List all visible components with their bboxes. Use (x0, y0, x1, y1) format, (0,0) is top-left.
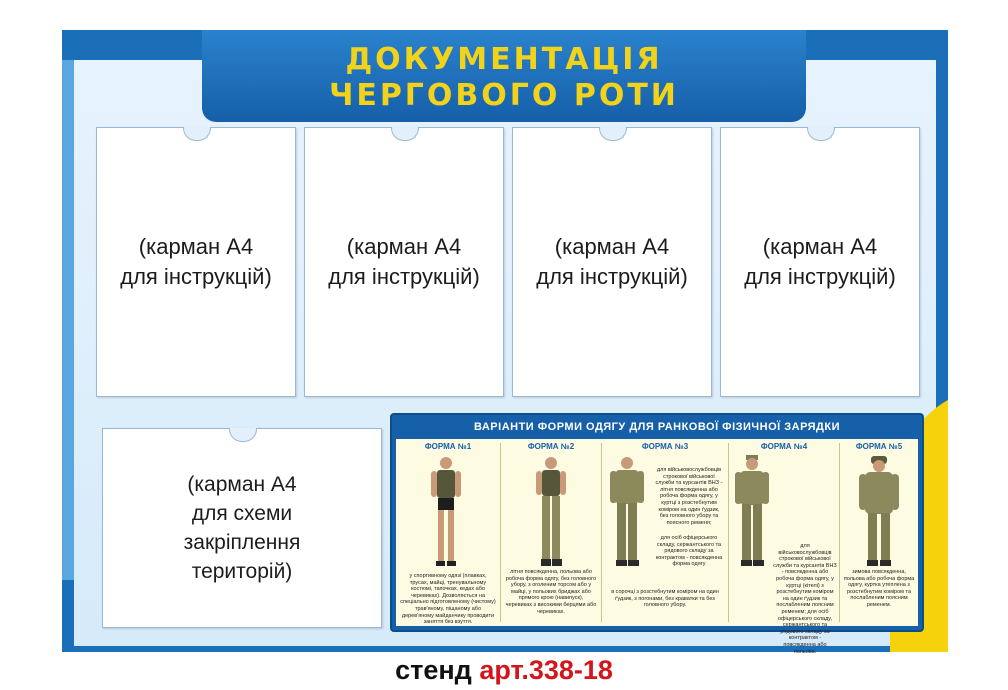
title-line-1: ДОКУМЕНТАЦІЯ (345, 42, 663, 77)
pocket-notch (599, 127, 627, 141)
pocket-notch (807, 127, 835, 141)
caption-article-number: арт.338-18 (479, 655, 613, 685)
form-2-title: ФОРМА №2 (527, 442, 575, 451)
form-column-1 (396, 439, 500, 626)
a4-pocket-territory-scheme (102, 428, 382, 628)
pocket-label-line-1: (карман А4 (762, 234, 878, 259)
a4-pocket-instructions-3 (512, 127, 712, 397)
form-4-description: для військовослужбовців строкової військової служби та курсантів ВНЗ - повсякденна або робоча форма одягу, у куртці (кітелі) з розстебнутим коміром на один ґудзик та послабленим поясним ременем; для осіб офіцерського складу, сержантського та рядового складу за контрактом - повсякденна або польова. (773, 543, 837, 655)
soldier-figure-form-2 (533, 455, 569, 571)
scheme-label-line-3: закріплення (183, 531, 301, 554)
form-column-3 (602, 439, 728, 626)
pocket-label-line-1: (карман А4 (554, 234, 670, 259)
pocket-notch (391, 127, 419, 141)
soldier-figure-form-3 (608, 455, 646, 571)
pocket-notch (229, 428, 257, 442)
pocket-label-line-2: для інструкцій) (120, 264, 272, 289)
pocket-label-line-2: для інструкцій) (536, 264, 688, 289)
scheme-label-line-1: (карман А4 (187, 473, 297, 496)
pocket-label-line-2: для інструкцій) (744, 264, 896, 289)
form-3-description-top: для військовослужбовців строкової військової служби та курсантів ВНЗ - літня повсякденна або робоча форма одягу, у куртці з розстебнутим коміром на один ґудзик, без головного убору та поясного ременя; (655, 467, 723, 526)
form-1-description: у спортивному одязі (плавках, трусах, майці, тренувальному костюмі, тапочках, кедах або черевиках). Дозволяється на спеціально підготовленому (чистому) трав'яному, піщаному або дерев'яному майданчику проводити заняття без взуття. (400, 573, 496, 626)
scheme-label-line-2: для схеми (191, 502, 293, 525)
form-2-description: літня повсякденна, польова або робоча форма одягу, без головного убору, з оголеним торсом або у майці, у польових бриджах або прямого крою (навипуск), черевиках з високими берцями або черевиках. (505, 569, 597, 615)
form-4-title: ФОРМА №4 (760, 442, 808, 451)
uniform-forms-area (396, 439, 918, 655)
soldier-figure-form-1 (428, 455, 464, 571)
caption-prefix: стенд (395, 655, 472, 685)
form-column-4 (729, 439, 839, 655)
uniform-variants-panel (390, 413, 924, 655)
title-line-2: ЧЕРГОВОГО РОТИ (329, 78, 679, 113)
title-banner (202, 30, 806, 122)
form-column-2 (501, 439, 601, 626)
form-column-5 (840, 439, 918, 626)
board-side-strip (62, 60, 74, 580)
a4-pocket-instructions-4 (720, 127, 920, 397)
form-3-description-bottom: в сорочці з розстебнутим коміром на один ґудзик, з погонами, без краватки та без головного убору. (611, 589, 719, 609)
soldier-figure-form-4 (733, 455, 771, 571)
form-3-description-middle: для осіб офіцерського складу, сержантського та рядового складу за контрактом - повсякденна форма одягу (655, 535, 723, 568)
pocket-label-line-1: (карман А4 (346, 234, 462, 259)
soldier-figure-form-5 (858, 455, 900, 571)
pocket-notch (183, 127, 211, 141)
pocket-label-line-1: (карман А4 (138, 234, 254, 259)
a4-pocket-instructions-1 (96, 127, 296, 397)
form-1-title: ФОРМА №1 (424, 442, 472, 451)
form-5-description: зимова повсякденна, польова або робоча форма одягу, куртка утеплена з розстебнутим коміром та послабленим поясним ременем. (843, 569, 915, 608)
a4-pocket-instructions-2 (304, 127, 504, 397)
stand-caption (0, 650, 1008, 690)
uniform-heading: ВАРІАНТИ ФОРМИ ОДЯГУ ДЛЯ РАНКОВОЇ ФІЗИЧНОЇ ЗАРЯДКИ (473, 421, 841, 433)
pocket-label-line-2: для інструкцій) (328, 264, 480, 289)
form-3-title: ФОРМА №3 (641, 442, 689, 451)
form-5-title: ФОРМА №5 (855, 442, 903, 451)
scheme-label-line-4: територій) (191, 560, 293, 583)
